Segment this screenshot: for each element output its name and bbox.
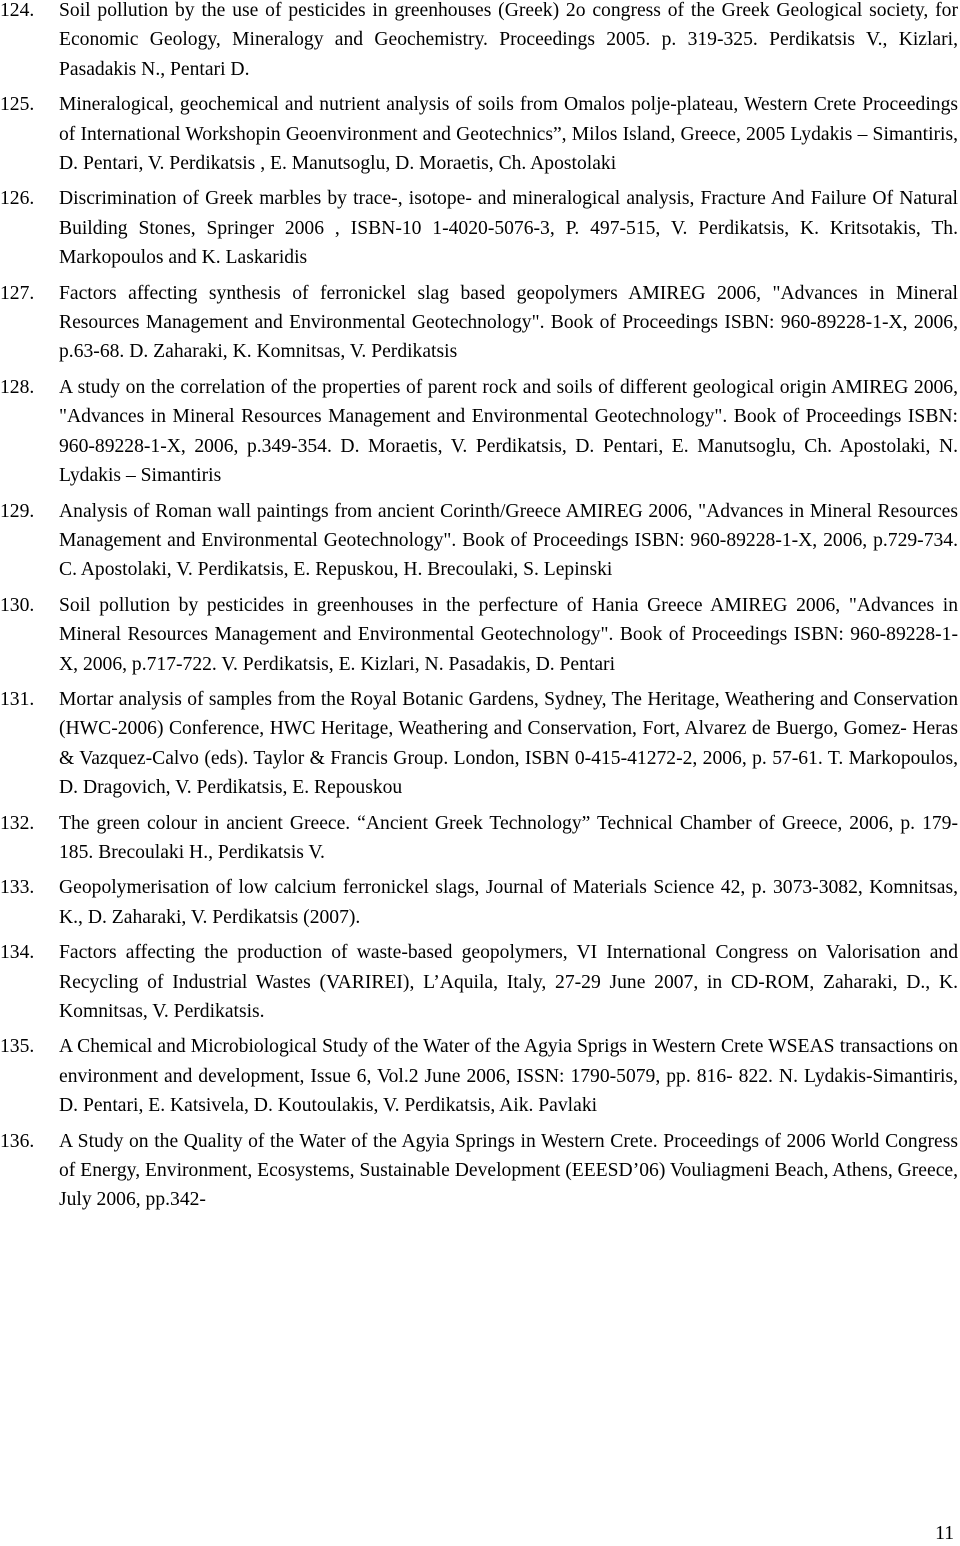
reference-text: Soil pollution by pesticides in greenhouses in the perfecture of Hania Greece AMIREG 2006, "Advances in Mineral Resources Management and Environmental Geotechnology". Book of Proceedings ISBN: 960-89228-1-X, 2006, p.717-722. V. Perdikatsis, E. Kizlari, N. Pasadakis, D. Pentari: [59, 594, 958, 675]
reference-number: 126.: [0, 188, 35, 210]
reference-text: Geopolymerisation of low calcium ferronickel slags, Journal of Materials Science 42, p. 3073-3082, Komnitsas, K., D. Zaharaki, V. Perdikatsis (2007).: [59, 877, 958, 928]
reference-entry: [0, 0, 958, 84]
reference-text: The green colour in ancient Greece. “Ancient Greek Technology” Technical Chamber of Greece, 2006, p. 179- 185. Brecoulaki H., Perdikatsis V.: [59, 812, 958, 863]
reference-number: 132.: [0, 812, 35, 834]
reference-text: Mortar analysis of samples from the Royal Botanic Gardens, Sydney, The Heritage, Weathering and Conservation (HWC-2006) Conference, HWC Heritage, Weathering and Conservation, Fort, Alvarez de Buergo, Gomez- Heras & Vazquez-Calvo (eds). Taylor & Francis Group. London, ISBN 0-415-41272-2, 2006, p. 57-61. T. Markopoulos, D. Dragovich, V. Perdikatsis, E. Repouskou: [59, 688, 958, 799]
reference-number: 129.: [0, 500, 35, 522]
reference-entry: [0, 1127, 958, 1215]
reference-text: Mineralogical, geochemical and nutrient analysis of soils from Omalos polje-plateau, Western Crete Proceedings of International Workshopin Geoenvironment and Geotechnics”, Milos Island, Greece, 2005 Lydakis – Simantiris, D. Pentari, V. Perdikatsis , E. Manutsoglu, D. Moraetis, Ch. Apostolaki: [59, 94, 958, 175]
reference-entry: [0, 373, 958, 491]
reference-number: 130.: [0, 594, 35, 616]
reference-entry: [0, 497, 958, 585]
reference-entry: [0, 873, 958, 932]
reference-text: Factors affecting synthesis of ferronickel slag based geopolymers AMIREG 2006, "Advances in Mineral Resources Management and Environmental Geotechnology". Book of Proceedings ISBN: 960-89228-1-X, 2006, p.63-68. D. Zaharaki, K. Komnitsas, V. Perdikatsis: [59, 282, 958, 363]
reference-text: Soil pollution by the use of pesticides in greenhouses (Greek) 2o congress of the Greek Geological society, for Economic Geology, Mineralogy and Geochemistry. Proceedings 2005. p. 319-325. Perdikatsis V., Kizlari, Pasadakis N., Pentari D.: [59, 0, 958, 80]
reference-number: 135.: [0, 1036, 35, 1058]
reference-text: A study on the correlation of the properties of parent rock and soils of different geological origin AMIREG 2006, "Advances in Mineral Resources Management and Environmental Geotechnology". Book of Proceedings ISBN: 960-89228-1-X, 2006, p.349-354. D. Moraetis, V. Perdikatsis, D. Pentari, E. Manutsoglu, Ch. Apostolaki, N. Lydakis – Simantiris: [59, 376, 958, 487]
reference-number: 131.: [0, 688, 35, 710]
reference-number: 128.: [0, 376, 35, 398]
reference-entry: [0, 685, 958, 803]
reference-entry: [0, 938, 958, 1026]
reference-number: 125.: [0, 94, 35, 116]
reference-entry: [0, 591, 958, 679]
reference-text: A Study on the Quality of the Water of the Agyia Springs in Western Crete. Proceedings of 2006 World Congress of Energy, Environment, Ecosystems, Sustainable Development (EEESD’06) Vouliagmeni Beach, Athens, Greece, July 2006, pp.342-: [59, 1130, 958, 1211]
reference-number: 136.: [0, 1130, 35, 1152]
reference-text: A Chemical and Microbiological Study of the Water of the Agyia Sprigs in Western Crete WSEAS transactions on environment and development, Issue 6, Vol.2 June 2006, ISSN: 1790-5079, pp. 816- 822. N. Lydakis-Simantiris, D. Pentari, E. Katsivela, D. Koutoulakis, V. Perdikatsis, Aik. Pavlaki: [59, 1036, 958, 1117]
reference-text: Factors affecting the production of waste-based geopolymers, VI International Congress on Valorisation and Recycling of Industrial Wastes (VARIREI), L’Aquila, Italy, 27-29 June 2007, in CD-ROM, Zaharaki, D., K. Komnitsas, V. Perdikatsis.: [59, 942, 958, 1022]
page-number: 11: [935, 1523, 954, 1544]
reference-entry: [0, 184, 958, 272]
reference-entry: [0, 279, 958, 367]
reference-number: 127.: [0, 282, 35, 304]
reference-text: Analysis of Roman wall paintings from ancient Corinth/Greece AMIREG 2006, "Advances in Mineral Resources Management and Environmental Geotechnology". Book of Proceedings ISBN: 960-89228-1-X, 2006, p.729-734. C. Apostolaki, V. Perdikatsis, E. Repuskou, H. Brecoulaki, S. Lepinski: [59, 500, 958, 581]
reference-number: 134.: [0, 942, 35, 964]
reference-text: Discrimination of Greek marbles by trace-, isotope- and mineralogical analysis, Fracture And Failure Of Natural Building Stones, Springer 2006 , ISBN-10 1-4020-5076-3, P. 497-515, V. Perdikatsis, K. Kritsotakis, Th. Markopoulos and K. Laskaridis: [59, 188, 958, 269]
reference-entry: [0, 90, 958, 178]
reference-entry: [0, 809, 958, 868]
reference-entry: [0, 1032, 958, 1120]
reference-number: 133.: [0, 877, 35, 899]
reference-number: 124.: [0, 0, 35, 21]
